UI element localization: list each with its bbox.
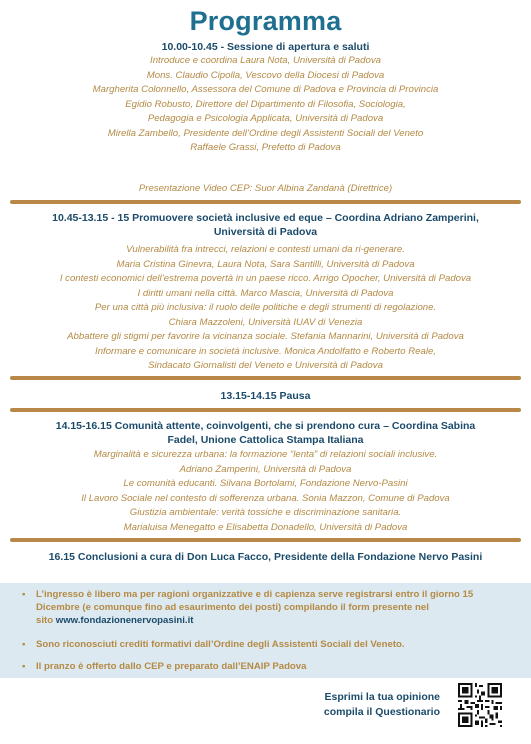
info-notes-panel [0, 583, 531, 678]
page-title: Programma [189, 6, 342, 36]
speaker-line: Pedagogia e Psicologia Applicata, Università di Padova [147, 113, 384, 124]
feedback-prompt [280, 690, 440, 720]
speaker-line: Egidio Robusto, Direttore del Dipartimento di Filosofia, Sociologia, [125, 98, 406, 110]
talk-line: I contesti economici dell’estrema povertà in un paese ricco. Arrigo Opocher, Università di Padova [59, 273, 472, 284]
talk-line: Giustizia ambientale: verità tossiche e discriminazione sanitaria. [129, 507, 402, 518]
pause-heading: 13.15-14.15 Pausa [220, 390, 311, 402]
video-presentation [16, 182, 515, 197]
session-community-heading [20, 420, 511, 447]
talk-line: Vulnerabilità fra intrecci, relazioni e contesti umani da ri-generare. [126, 244, 405, 255]
note-line: Dicembre (e comunque fino ad esaurimento dei posti) compilando il form presente nel [36, 602, 429, 613]
note-registration [22, 588, 516, 627]
bullet-icon: • [22, 589, 26, 600]
heading-line: 14.15-16.15 Comunità attente, coinvolgenti, che si prendono cura – Coordina Sabina [55, 420, 476, 432]
talk-line: Marialuisa Menegatto e Elisabetta Donadello, Università di Padova [123, 521, 408, 533]
talk-line: Maria Cristina Ginevra, Laura Nota, Sara Santilli, Università di Padova [116, 258, 415, 270]
session-opening-heading: 10.00-10.45 - Sessione di apertura e saluti [161, 41, 370, 53]
session-opening-speakers [16, 54, 515, 156]
bullet-icon: • [22, 661, 26, 672]
speaker-line: Margherita Colonnello, Assessora del Comune di Padova e Provincia di Provincia [92, 84, 439, 95]
talk-line: I diritti umani nella città. Marco Mascia, Università di Padova [137, 287, 394, 299]
speaker-line: Mons. Claudio Cipolla, Vescovo della Diocesi di Padova [146, 69, 385, 81]
note-lunch [22, 660, 516, 673]
talk-line: Le comunità educanti. Silvana Bortolami, Fondazione Nervo-Pasini [123, 478, 408, 489]
heading-line: 10.45-13.15 - 15 Promuovere società inclusive ed eque – Coordina Adriano Zamperini, [52, 212, 479, 224]
note-text: sito [36, 615, 56, 626]
session-community-talks [16, 448, 515, 535]
conclusion-heading: 16.15 Conclusioni a cura di Don Luca Facco, Presidente della Fondazione Nervo Pasini [48, 551, 483, 563]
note-line [36, 614, 516, 627]
note-credits [22, 638, 516, 651]
talk-line: Chiara Mazzoleni, Università IUAV di Venezia [168, 316, 363, 328]
speaker-line: Introduce e coordina Laura Nota, Università di Padova [150, 55, 381, 66]
talk-line: Abbattere gli stigmi per favorire la vicinanza sociale. Stefania Mannarini, Università di Padova [67, 331, 464, 342]
bullet-icon: • [22, 639, 26, 650]
note-line: Sono riconosciuti crediti formativi dall’Ordine degli Assistenti Sociali del Veneto. [36, 639, 405, 650]
talk-line: Marginalità e sicurezza urbana: la formazione “lenta” di relazioni sociali inclusive. [93, 449, 438, 460]
talk-line: Adriano Zamperini, Università di Padova [179, 463, 352, 475]
section-divider [10, 538, 521, 542]
session-inclusive-heading [20, 212, 511, 239]
speaker-line: Raffaele Grassi, Prefetto di Padova [190, 142, 341, 153]
note-line: L’ingresso è libero ma per ragioni organizzative e di capienza serve registrarsi entro il giorno 15 [36, 589, 474, 600]
talk-line: Informare e comunicare in società inclusive. Monica Andolfatto e Roberto Reale, [95, 345, 436, 357]
speaker-line: Mirella Zambello, Presidente dell’Ordine degli Assistenti Sociali del Veneto [107, 127, 424, 139]
qr-code-icon[interactable] [458, 683, 502, 727]
section-divider [10, 408, 521, 412]
website-link[interactable]: www.fondazionenervopasini.it [55, 615, 194, 626]
talk-line: Per una città più inclusiva: il ruolo delle politiche e degli strumenti di regolazione. [94, 302, 437, 313]
note-line: Il pranzo è offerto dallo CEP e preparato dall’ENAIP Padova [36, 661, 307, 672]
feedback-line: Esprimi la tua opinione [324, 691, 440, 703]
heading-line: Università di Padova [213, 225, 318, 238]
talk-line: Sindacato Giornalisti del Veneto e Università di Padova [148, 360, 383, 371]
section-divider [10, 376, 521, 380]
session-inclusive-talks [16, 243, 515, 374]
section-divider [10, 200, 521, 204]
feedback-line: compila il Questionario [323, 706, 440, 718]
talk-line: Il Lavoro Sociale nel contesto di sofferenza urbana. Sonia Mazzon, Comune di Padova [81, 492, 450, 504]
video-presentation-text: Presentazione Video CEP: Suor Albina Zandanà (Direttrice) [138, 183, 393, 194]
heading-line: Fadel, Unione Cattolica Stampa Italiana [167, 433, 364, 446]
